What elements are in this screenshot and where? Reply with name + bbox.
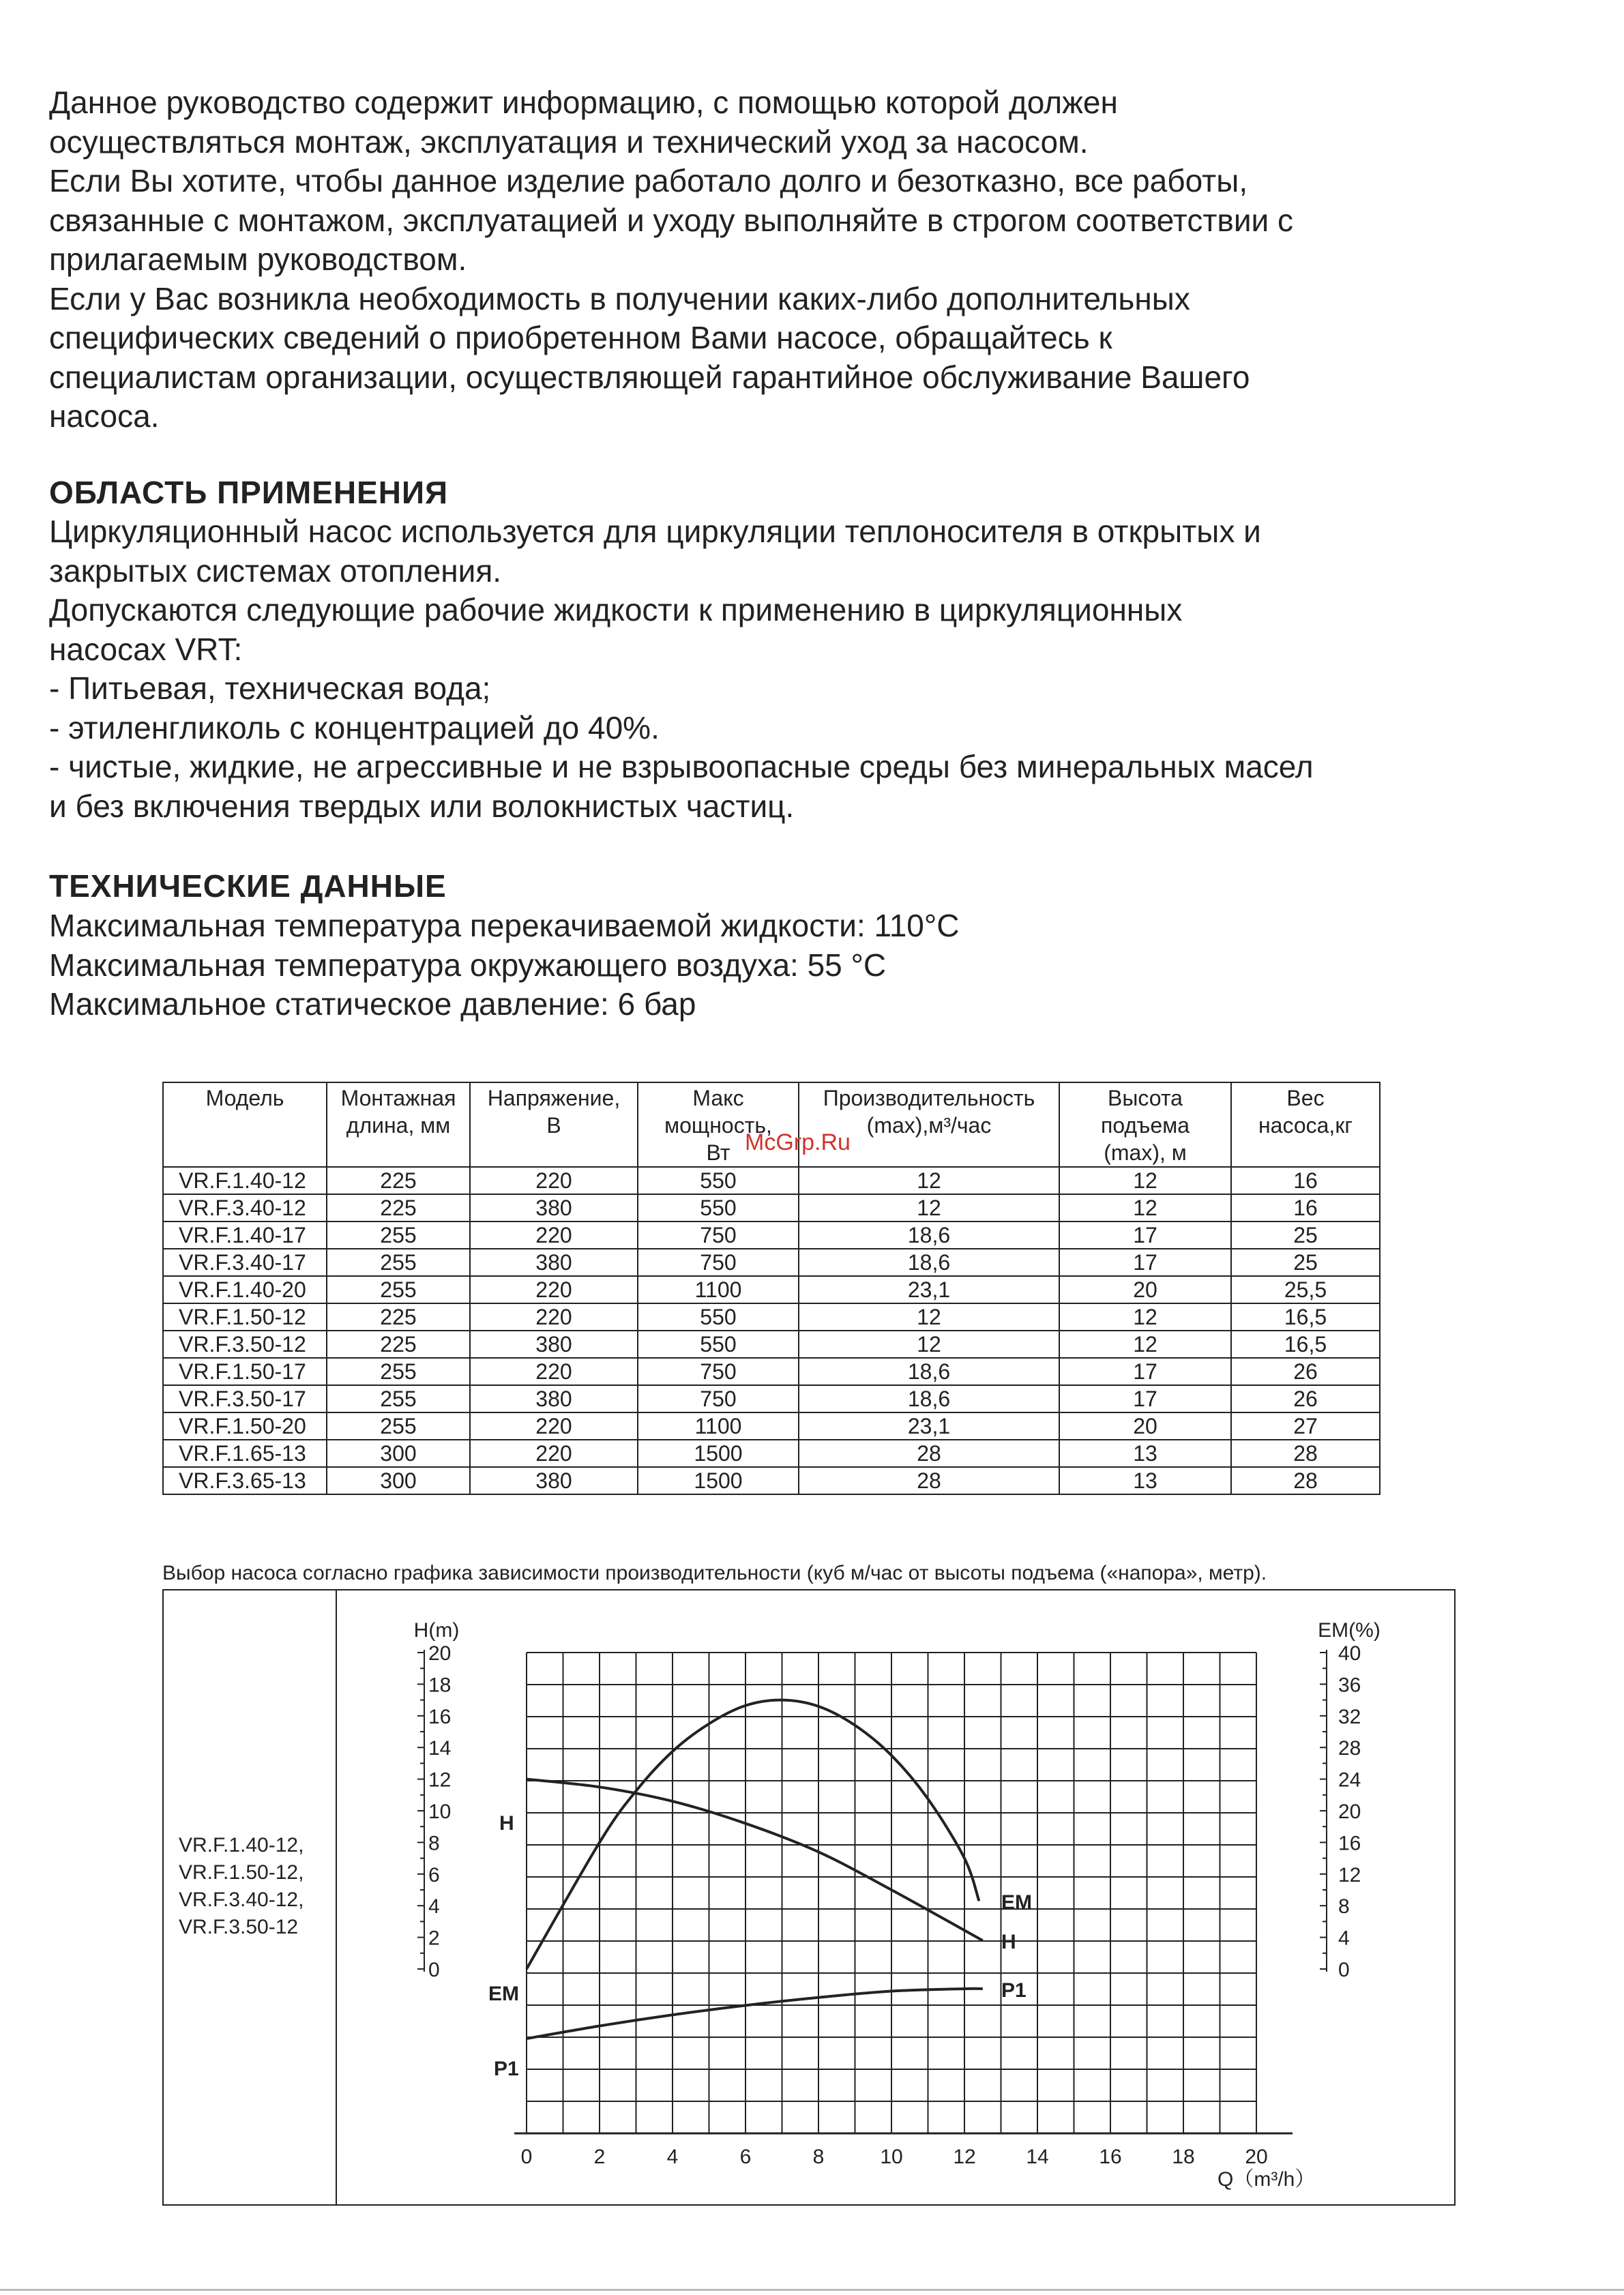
y-tick-label: 12: [428, 1768, 452, 1792]
header-line: В: [546, 1113, 561, 1138]
table-cell: 18,6: [799, 1249, 1059, 1276]
y2-tick-label: 36: [1338, 1674, 1361, 1697]
y-tick-label: 10: [428, 1801, 452, 1823]
table-cell: 13: [1059, 1467, 1231, 1494]
application-line: закрытых системах отопления.: [49, 552, 502, 589]
table-cell: 13: [1059, 1440, 1231, 1467]
header-line: подъема: [1101, 1113, 1190, 1138]
table-cell: 220: [470, 1412, 638, 1440]
table-cell: 220: [470, 1221, 638, 1249]
table-cell: 220: [470, 1303, 638, 1331]
intro-line: специалистам организации, осуществляющей гарантийное обслуживание Вашего: [49, 359, 1250, 395]
table-cell: 17: [1059, 1385, 1231, 1412]
table-cell: 220: [470, 1167, 638, 1194]
intro-line: насоса.: [49, 398, 160, 434]
table-cell: 18,6: [799, 1358, 1059, 1385]
y-tick-label: 2: [428, 1927, 440, 1950]
table-cell: 220: [470, 1276, 638, 1303]
table-cell: 380: [470, 1385, 638, 1412]
table-cell: 750: [638, 1358, 799, 1385]
x-tick-label: 2: [593, 2146, 606, 2168]
table-cell: 18,6: [799, 1385, 1059, 1412]
table-cell: 18,6: [799, 1221, 1059, 1249]
table-cell: 220: [470, 1440, 638, 1467]
y2-tick-label: 24: [1338, 1768, 1361, 1792]
y2-tick-label: 40: [1338, 1642, 1361, 1665]
application-line: - этиленгликоль с концентрацией до 40%.: [49, 709, 660, 745]
table-cell: 16: [1231, 1167, 1380, 1194]
table-cell: 550: [638, 1167, 799, 1194]
table-cell: 1500: [638, 1467, 799, 1494]
series-start-label: H: [499, 1812, 514, 1835]
tech-data-line: Максимальное статическое давление: 6 бар: [49, 986, 696, 1022]
header-line: Напряжение,: [487, 1086, 621, 1110]
y-tick-label: 16: [428, 1705, 452, 1728]
table-cell: 28: [799, 1440, 1059, 1467]
y-tick-label: 20: [428, 1642, 452, 1665]
table-cell: 380: [470, 1194, 638, 1221]
table-cell: 255: [327, 1385, 470, 1412]
application-line: - Питьевая, техническая вода;: [49, 670, 491, 706]
y-tick-label: 14: [428, 1737, 452, 1760]
application-line: Допускаются следующие рабочие жидкости к применению в циркуляционных: [49, 592, 1183, 627]
x-tick-label: 8: [812, 2146, 825, 2168]
header-line: Модель: [205, 1086, 284, 1110]
table-cell: 23,1: [799, 1412, 1059, 1440]
table-cell: 27: [1231, 1412, 1380, 1440]
table-cell: 750: [638, 1385, 799, 1412]
model-cell: VR.F.1.65-13: [163, 1440, 327, 1467]
table-cell: 26: [1231, 1385, 1380, 1412]
model-cell: VR.F.1.50-17: [163, 1358, 327, 1385]
tech-data-heading: ТЕХНИЧЕСКИЕ ДАННЫЕ: [49, 868, 447, 904]
y2-tick-label: 12: [1338, 1863, 1361, 1886]
watermark: McGrp.Ru: [745, 1129, 851, 1155]
table-cell: 25,5: [1231, 1276, 1380, 1303]
table-cell: 12: [799, 1303, 1059, 1331]
table-cell: 17: [1059, 1358, 1231, 1385]
intro-line: специфических сведений о приобретенном Вами насосе, обращайтесь к: [49, 320, 1112, 355]
application-heading: ОБЛАСТЬ ПРИМЕНЕНИЯ: [49, 475, 449, 510]
x-tick-label: 14: [1026, 2146, 1049, 2168]
table-cell: 220: [470, 1358, 638, 1385]
header-line: Макс: [692, 1086, 744, 1110]
table-cell: 225: [327, 1167, 470, 1194]
intro-line: прилагаемым руководством.: [49, 241, 467, 277]
model-cell: VR.F.1.40-12: [163, 1167, 327, 1194]
table-cell: 1100: [638, 1412, 799, 1440]
x-tick-label: 0: [520, 2146, 533, 2168]
table-cell: 1500: [638, 1440, 799, 1467]
x-tick-label: 10: [880, 2146, 903, 2168]
series-end-label: P1: [1001, 1979, 1027, 2002]
x-tick-label: 6: [739, 2146, 752, 2168]
table-cell: 12: [1059, 1331, 1231, 1358]
series-line-em: [527, 1700, 979, 1969]
tech-data-line: Максимальная температура окружающего воздуха: 55 °С: [49, 947, 887, 983]
y2-tick-label: 20: [1338, 1801, 1361, 1823]
y2-tick-label: 32: [1338, 1705, 1361, 1728]
model-cell: VR.F.3.65-13: [163, 1467, 327, 1494]
tech-data-line: Максимальная температура перекачиваемой жидкости: 110°С: [49, 908, 960, 943]
model-cell: VR.F.1.50-12: [163, 1303, 327, 1331]
x-tick-label: 12: [953, 2146, 976, 2168]
header-line: Производительность: [823, 1086, 1035, 1110]
table-cell: 26: [1231, 1358, 1380, 1385]
header-line: длина, мм: [346, 1113, 451, 1138]
table-cell: 28: [799, 1467, 1059, 1494]
table-cell: 380: [470, 1331, 638, 1358]
table-cell: 550: [638, 1194, 799, 1221]
x-tick-label: 16: [1099, 2146, 1122, 2168]
table-cell: 16,5: [1231, 1331, 1380, 1358]
series-end-label: H: [1001, 1931, 1016, 1954]
intro-line: Данное руководство содержит информацию, с помощью которой должен: [49, 85, 1118, 120]
model-cell: VR.F.3.50-12: [163, 1331, 327, 1358]
table-cell: 550: [638, 1303, 799, 1331]
header-line: Высота: [1108, 1086, 1183, 1110]
x-tick-label: 20: [1245, 2146, 1268, 2168]
header-line: Монтажная: [340, 1086, 456, 1110]
table-cell: 28: [1231, 1467, 1380, 1494]
page-bottom-edge: [0, 2289, 1624, 2291]
table-cell: 255: [327, 1358, 470, 1385]
header-line: насоса,кг: [1258, 1113, 1353, 1138]
chart-model-name: VR.F.1.40-12,: [179, 1834, 304, 1856]
y2-tick-label: 0: [1338, 1959, 1350, 1981]
table-cell: 225: [327, 1194, 470, 1221]
table-cell: 750: [638, 1221, 799, 1249]
table-cell: 255: [327, 1249, 470, 1276]
header-line: (max),м³/час: [866, 1113, 992, 1138]
model-cell: VR.F.3.40-12: [163, 1194, 327, 1221]
series-line-h: [527, 1779, 983, 1941]
table-cell: 225: [327, 1303, 470, 1331]
table-cell: 225: [327, 1331, 470, 1358]
chart-model-name: VR.F.1.50-12,: [179, 1861, 304, 1884]
table-cell: 28: [1231, 1440, 1380, 1467]
table-cell: 1100: [638, 1276, 799, 1303]
header-line: Вес: [1286, 1086, 1325, 1110]
y-tick-label: 18: [428, 1674, 452, 1697]
series-start-label: P1: [494, 2058, 519, 2080]
table-cell: 750: [638, 1249, 799, 1276]
x-tick-label: 4: [666, 2146, 679, 2168]
intro-line: Если у Вас возникла необходимость в получении каких-либо дополнительных: [49, 280, 1190, 316]
model-cell: VR.F.1.40-17: [163, 1221, 327, 1249]
y-tick-label: 8: [428, 1832, 440, 1855]
model-cell: VR.F.1.40-20: [163, 1276, 327, 1303]
table-cell: 300: [327, 1467, 470, 1494]
chart-caption: Выбор насоса согласно графика зависимости производительности (куб м/час от высоты подъема («напора», метр).: [162, 1562, 1267, 1584]
chart-model-name: VR.F.3.50-12: [179, 1916, 299, 1938]
table-cell: 12: [1059, 1303, 1231, 1331]
series-line-p1: [527, 1989, 983, 2039]
table-cell: 20: [1059, 1412, 1231, 1440]
table-cell: 550: [638, 1331, 799, 1358]
table-cell: 380: [470, 1467, 638, 1494]
y-tick-label: 6: [428, 1863, 440, 1886]
y2-tick-label: 8: [1338, 1895, 1350, 1919]
model-cell: VR.F.3.40-17: [163, 1249, 327, 1276]
table-cell: 12: [1059, 1194, 1231, 1221]
y2-tick-label: 28: [1338, 1737, 1361, 1760]
application-line: Циркуляционный насос используется для циркуляции теплоносителя в открытых и: [49, 514, 1261, 549]
model-cell: VR.F.1.50-20: [163, 1412, 327, 1440]
table-cell: 380: [470, 1249, 638, 1276]
intro-line: связанные с монтажом, эксплуатацией и уходу выполняйте в строгом соответствии с: [49, 202, 1294, 238]
series-end-label: EM: [1001, 1891, 1032, 1914]
table-cell: 255: [327, 1412, 470, 1440]
table-cell: 12: [799, 1167, 1059, 1194]
table-cell: 25: [1231, 1249, 1380, 1276]
model-cell: VR.F.3.50-17: [163, 1385, 327, 1412]
y-axis-label: H(m): [413, 1619, 460, 1642]
table-cell: 12: [799, 1331, 1059, 1358]
header-line: (max), м: [1104, 1140, 1187, 1165]
table-cell: 17: [1059, 1249, 1231, 1276]
y2-tick-label: 4: [1338, 1927, 1350, 1950]
x-tick-label: 18: [1172, 2146, 1195, 2168]
y2-axis-label: EM(%): [1318, 1619, 1381, 1642]
table-cell: 12: [1059, 1167, 1231, 1194]
table-cell: 255: [327, 1276, 470, 1303]
intro-line: осуществляться монтаж, эксплуатация и технический уход за насосом.: [49, 123, 1089, 160]
table-cell: 17: [1059, 1221, 1231, 1249]
series-start-label: EM: [488, 1983, 519, 2005]
header-line: мощность,: [664, 1113, 772, 1138]
x-axis-label: Q（m³/h）: [1217, 2168, 1316, 2191]
table-cell: 25: [1231, 1221, 1380, 1249]
table-cell: 16: [1231, 1194, 1380, 1221]
intro-line: Если Вы хотите, чтобы данное изделие работало долго и безотказно, все работы,: [49, 163, 1248, 198]
y-tick-label: 0: [428, 1959, 440, 1981]
application-line: насосах VRT:: [49, 631, 243, 667]
table-cell: 23,1: [799, 1276, 1059, 1303]
table-cell: 16,5: [1231, 1303, 1380, 1331]
y-tick-label: 4: [428, 1895, 440, 1919]
application-line: - чистые, жидкие, не агрессивные и не взрывоопасные среды без минеральных масел: [49, 749, 1314, 784]
y2-tick-label: 16: [1338, 1832, 1361, 1855]
table-cell: 20: [1059, 1276, 1231, 1303]
table-cell: 300: [327, 1440, 470, 1467]
table-cell: 12: [799, 1194, 1059, 1221]
header-line: Вт: [706, 1140, 730, 1165]
chart-model-name: VR.F.3.40-12,: [179, 1889, 304, 1911]
table-cell: 255: [327, 1221, 470, 1249]
application-line: и без включения твердых или волокнистых частиц.: [49, 788, 795, 824]
